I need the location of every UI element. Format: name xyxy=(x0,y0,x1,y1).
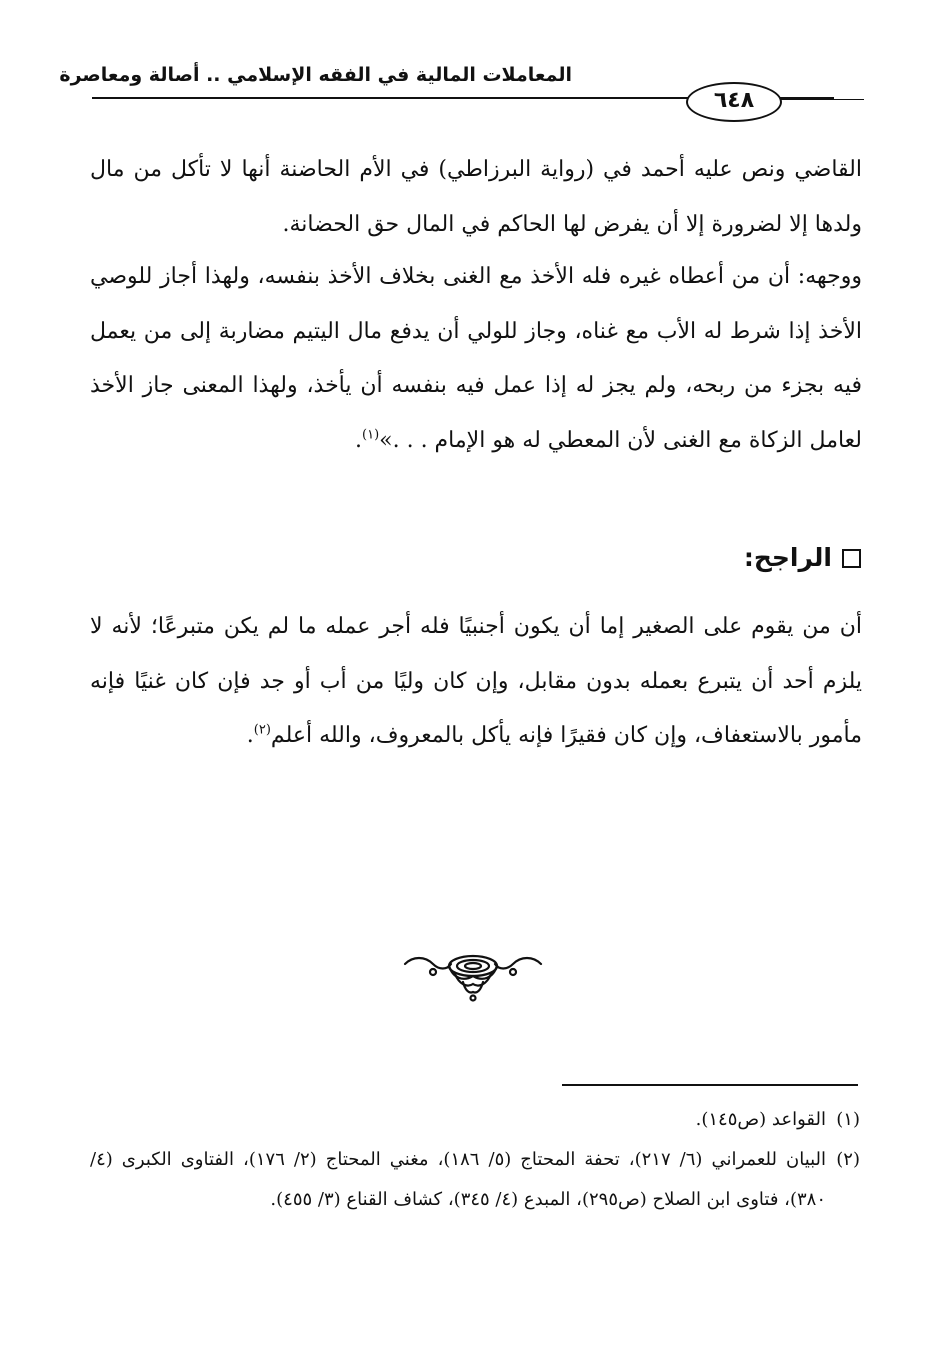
ornament-divider-icon xyxy=(403,944,543,1002)
footnote-ref-2[interactable]: (٢) xyxy=(253,722,271,738)
paragraph-hadana: القاضي ونص عليه أحمد في (رواية البرزاطي) في الأم الحاضنة أنها لا تأكل من مال ولدها إلا لضرورة إلا أن يفرض لها الحاكم في المال حق الحضانة. xyxy=(90,157,862,237)
header-rule-tail xyxy=(774,99,864,100)
paragraph-reasoning xyxy=(90,250,862,468)
footnote-number: (١) xyxy=(836,1109,860,1130)
footnote-2 xyxy=(90,1140,860,1220)
footnotes xyxy=(90,1100,860,1220)
footnote-separator xyxy=(562,1084,858,1086)
section-heading xyxy=(744,540,861,576)
paragraph-conclusion-end: . xyxy=(246,723,254,748)
footnote-text: القواعد (ص١٤٥). xyxy=(695,1109,826,1130)
footnote-1 xyxy=(90,1100,860,1140)
square-bullet-icon xyxy=(842,549,861,568)
running-title: المعاملات المالية في الفقه الإسلامي .. أصالة ومعاصرة xyxy=(59,64,572,86)
footnote-ref-1[interactable]: (١) xyxy=(362,427,380,443)
section-heading-text: الراجح: xyxy=(743,543,832,572)
paragraph-reasoning-text: ووجهه: أن من أعطاه غيره فله الأخذ مع الغنى بخلاف الأخذ بنفسه، ولهذا أجاز للوصي الأخذ إذا شرط له الأب مع غناه، وجاز للولي أن يدفع مال اليتيم مضاربة إلى من يعمل فيه بجزء من ربحه، ولم يجز له إذا عمل فيه بنفسه أن يأخذ، ولهذا المعنى جاز الأخذ لعامل الزكاة مع الغنى لأن المعطي له هو الإمام . . .» xyxy=(90,264,862,453)
paragraph-conclusion xyxy=(90,600,862,764)
page-number: ٦٤٨ xyxy=(686,82,782,122)
paragraph-conclusion-text: أن من يقوم على الصغير إما أن يكون أجنبيًا فله أجر عمله ما لم يكن متبرعًا؛ لأنه لا يلزم أحد أن يتبرع بعمله بدون مقابل، وإن كان وليًا من أب أو جد فإن كان غنيًا فإنه مأمور بالاستعفاف، وإن كان فقيرًا فإنه يأكل بالمعروف، والله أعلم xyxy=(90,614,862,748)
footnote-number: (٢) xyxy=(836,1149,860,1170)
footnote-text: البيان للعمراني (٦/ ٢١٧)، تحفة المحتاج (٥/ ١٨٦)، مغني المحتاج (٢/ ١٧٦)، الفتاوى الكبرى (٤/ ٣٨٠)، فتاوى ابن الصلاح (ص٢٩٥)، المبدع (٤/ ٣٤٥)، كشاف القناع (٣/ ٤٥٥). xyxy=(90,1149,827,1210)
paragraph-reasoning-end: . xyxy=(355,427,362,453)
